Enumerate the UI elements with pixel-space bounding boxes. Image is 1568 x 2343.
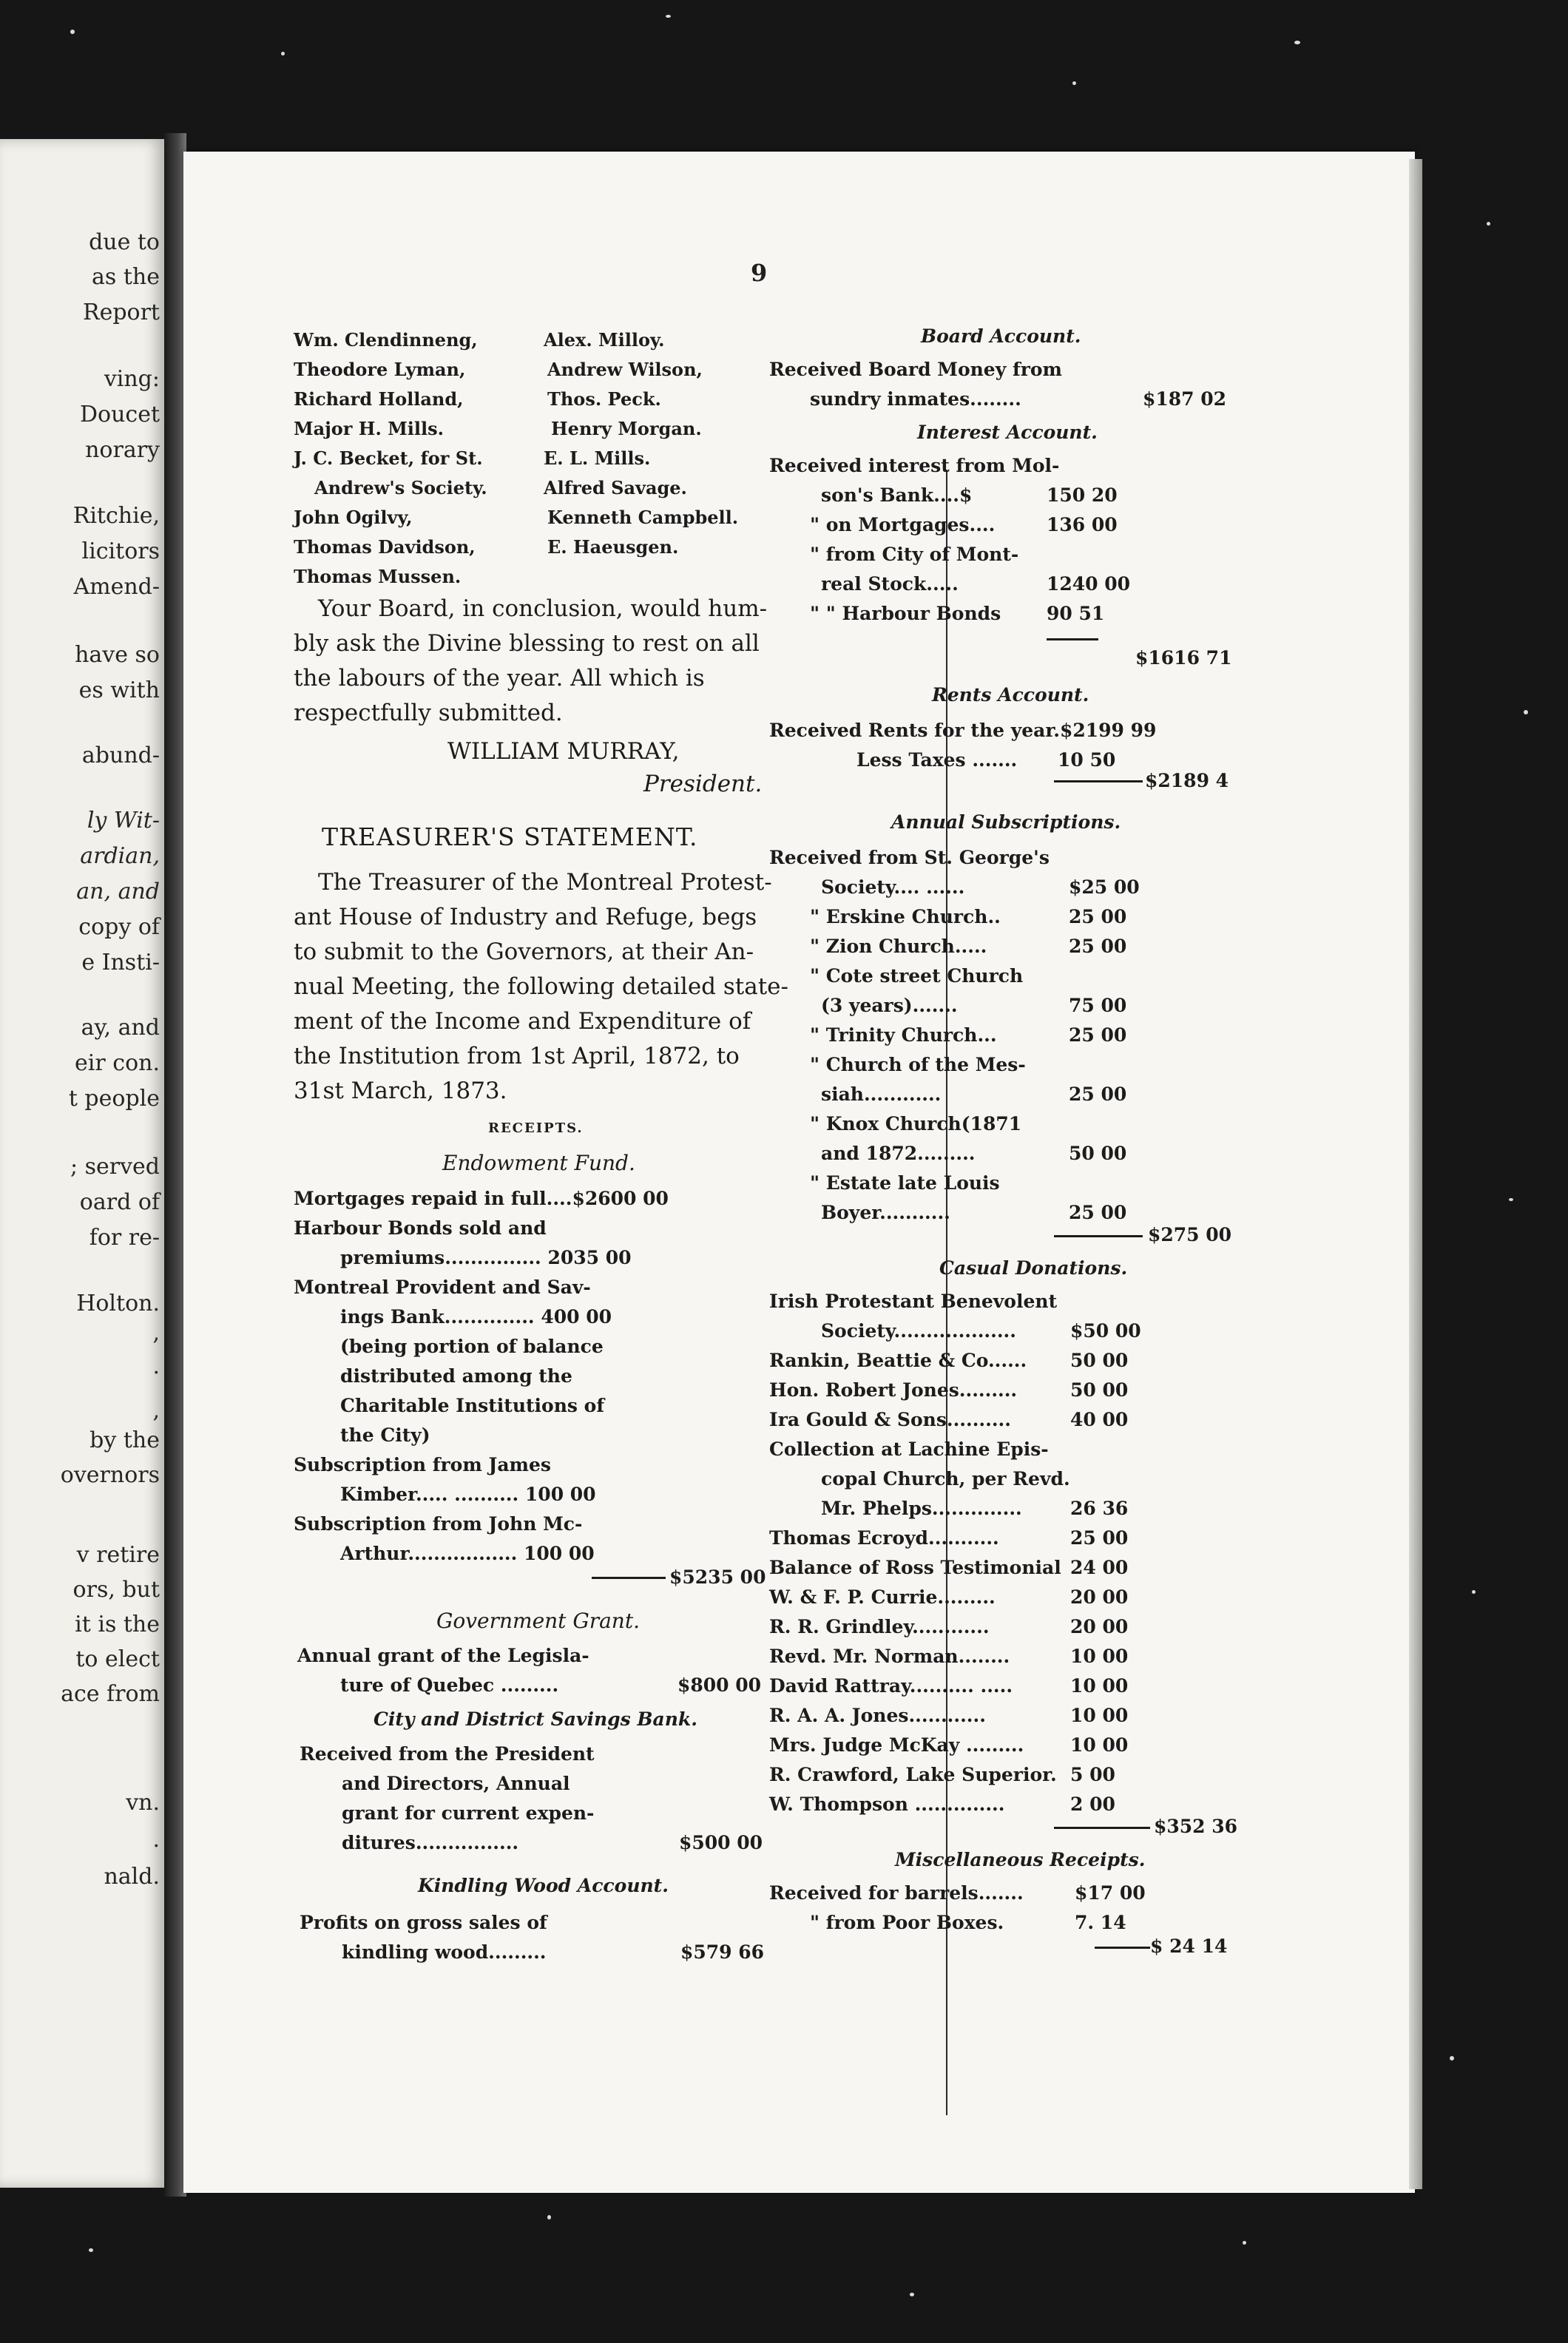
section-heading: TREASURER'S STATEMENT. bbox=[322, 822, 698, 851]
entry-line: Montreal Provident and Sav- bbox=[294, 1277, 591, 1298]
entry-amount: 50 00 bbox=[1070, 1350, 1129, 1371]
entry-line: Less Taxes ....... bbox=[856, 749, 1018, 771]
entry-amount: 90 51 bbox=[1047, 603, 1105, 624]
governor-name: J. C. Becket, for St. bbox=[294, 447, 483, 469]
previous-page-text: Ritchie, bbox=[72, 503, 160, 529]
entry-amount: 25 00 bbox=[1069, 906, 1127, 927]
previous-page-text: Doucet bbox=[79, 402, 160, 427]
receipts-label: RECEIPTS. bbox=[488, 1120, 584, 1136]
entry-line: W. Thompson .............. bbox=[769, 1793, 1005, 1815]
entry-line: ditures................ bbox=[342, 1832, 519, 1853]
subsection-heading: Rents Account. bbox=[932, 684, 1089, 706]
previous-page-text: abund- bbox=[81, 743, 160, 768]
miscellaneous-total: $ 24 14 bbox=[1150, 1935, 1228, 1957]
total-rule bbox=[1054, 780, 1143, 782]
entry-line: " from Poor Boxes. bbox=[810, 1912, 1004, 1933]
entry-line: Hon. Robert Jones......... bbox=[769, 1379, 1018, 1401]
entry-line: " Estate late Louis bbox=[810, 1172, 1000, 1194]
entry-amount: 25 00 bbox=[1069, 1024, 1127, 1046]
entry-line: Collection at Lachine Epis- bbox=[769, 1438, 1049, 1460]
previous-page-text: oard of bbox=[79, 1189, 160, 1215]
previous-page-text: , bbox=[152, 1320, 160, 1346]
subsection-heading: Kindling Wood Account. bbox=[418, 1875, 669, 1896]
closing-line: Your Board, in conclusion, would hum- bbox=[318, 595, 768, 622]
entry-line: Revd. Mr. Norman........ bbox=[769, 1646, 1010, 1667]
previous-page-text: vn. bbox=[126, 1790, 160, 1816]
entry-line: " Cote street Church bbox=[810, 965, 1024, 987]
entry-line: " from City of Mont- bbox=[810, 544, 1019, 565]
governor-name: Thomas Mussen. bbox=[294, 566, 462, 587]
previous-page-text: norary bbox=[85, 437, 160, 463]
rents-total: $2189 4 bbox=[1145, 770, 1229, 791]
entry-line: (being portion of balance bbox=[340, 1336, 604, 1357]
entry-line: Received interest from Mol- bbox=[769, 455, 1060, 476]
entry-line: Irish Protestant Benevolent bbox=[769, 1291, 1058, 1312]
entry-line: Boyer........... bbox=[821, 1202, 950, 1223]
entry-amount: 75 00 bbox=[1069, 995, 1127, 1016]
governor-name: Theodore Lyman, bbox=[294, 359, 466, 380]
previous-page-text: licitors bbox=[81, 538, 160, 564]
entry-line: Harbour Bonds sold and bbox=[294, 1217, 547, 1239]
entry-line: " on Mortgages.... bbox=[810, 514, 996, 535]
previous-page-text: ors, but bbox=[72, 1577, 160, 1603]
previous-page-text: have so bbox=[75, 642, 160, 668]
previous-page-text: ace from bbox=[61, 1681, 160, 1707]
entry-line: Thomas Ecroyd........... bbox=[769, 1527, 999, 1549]
entry-line: " Knox Church(1871 bbox=[810, 1113, 1022, 1135]
entry-line: Mr. Phelps.............. bbox=[821, 1498, 1022, 1519]
governor-name: Andrew Wilson, bbox=[547, 359, 703, 380]
previous-page-text: overnors bbox=[60, 1462, 160, 1488]
entry-amount: 150 20 bbox=[1047, 484, 1118, 506]
subsection-heading: Annual Subscriptions. bbox=[891, 811, 1121, 833]
entry-line: " Trinity Church... bbox=[810, 1024, 997, 1046]
previous-page-edge bbox=[0, 139, 164, 2188]
entry-amount: 50 00 bbox=[1069, 1143, 1127, 1164]
previous-page-text: Holton. bbox=[76, 1291, 160, 1316]
closing-line: the labours of the year. All which is bbox=[294, 665, 705, 692]
interest-total: $1616 71 bbox=[1135, 647, 1232, 669]
previous-page-text: an, and bbox=[76, 879, 160, 905]
entry-amount: 10 00 bbox=[1070, 1734, 1129, 1756]
subsection-heading: Board Account. bbox=[921, 325, 1081, 347]
previous-page-text: ; served bbox=[70, 1154, 160, 1180]
entry-line: Received Rents for the year.$2199 99 bbox=[769, 720, 1157, 741]
entry-line: Subscription from James bbox=[294, 1454, 551, 1475]
entry-line: premiums............... 2035 00 bbox=[340, 1247, 632, 1268]
savings-total: $500 00 bbox=[679, 1832, 763, 1853]
subscriptions-total: $275 00 bbox=[1148, 1224, 1232, 1245]
governor-name: Thomas Davidson, bbox=[294, 536, 476, 558]
entry-amount: 10 00 bbox=[1070, 1705, 1129, 1726]
entry-line: Society................... bbox=[821, 1320, 1016, 1342]
previous-page-text: Amend- bbox=[73, 574, 160, 600]
entry-line: " Erskine Church.. bbox=[810, 906, 1001, 927]
entry-line: kindling wood......... bbox=[342, 1941, 547, 1963]
entry-amount: 2 00 bbox=[1070, 1793, 1115, 1815]
subsection-heading: Government Grant. bbox=[436, 1609, 640, 1633]
previous-page-text: Report bbox=[82, 300, 160, 325]
governor-name: Alfred Savage. bbox=[544, 477, 687, 498]
previous-page-text: ay, and bbox=[81, 1015, 160, 1041]
entry-line: ture of Quebec ......... bbox=[340, 1674, 559, 1696]
entry-line: R. A. A. Jones............ bbox=[769, 1705, 986, 1726]
entry-line: Charitable Institutions of bbox=[340, 1395, 605, 1416]
entry-line: Received from the President bbox=[300, 1743, 595, 1765]
total-rule bbox=[1054, 1827, 1150, 1829]
entry-line: copal Church, per Revd. bbox=[821, 1468, 1070, 1490]
intro-line: ant House of Industry and Refuge, begs bbox=[294, 904, 757, 930]
previous-page-text: ly Wit- bbox=[87, 808, 160, 834]
entry-line: Mrs. Judge McKay ......... bbox=[769, 1734, 1024, 1756]
board-total: $187 02 bbox=[1143, 388, 1227, 410]
subsection-heading: Miscellaneous Receipts. bbox=[895, 1849, 1146, 1870]
entry-amount: 20 00 bbox=[1070, 1586, 1129, 1608]
subsection-heading: Endowment Fund. bbox=[442, 1151, 635, 1175]
entry-amount: 40 00 bbox=[1070, 1409, 1129, 1430]
total-rule bbox=[1054, 1235, 1143, 1237]
closing-line: bly ask the Divine blessing to rest on all bbox=[294, 630, 760, 657]
page-number: 9 bbox=[751, 259, 768, 287]
total-rule bbox=[592, 1577, 666, 1579]
entry-amount: 20 00 bbox=[1070, 1616, 1129, 1637]
previous-page-text: t people bbox=[68, 1086, 160, 1112]
previous-page-text: . bbox=[152, 1827, 160, 1853]
entry-amount: 10 50 bbox=[1058, 749, 1116, 771]
endowment-total: $5235 00 bbox=[669, 1566, 766, 1588]
previous-page-text: , bbox=[152, 1398, 160, 1424]
previous-page-text: for re- bbox=[89, 1225, 160, 1251]
intro-line: to submit to the Governors, at their An- bbox=[294, 939, 754, 965]
entry-amount: $17 00 bbox=[1075, 1882, 1146, 1904]
entry-line: Subscription from John Mc- bbox=[294, 1513, 583, 1535]
entry-line: " Zion Church..... bbox=[810, 936, 987, 957]
government-total: $800 00 bbox=[677, 1674, 762, 1696]
previous-page-text: ving: bbox=[104, 366, 160, 392]
intro-line: nual Meeting, the following detailed state- bbox=[294, 973, 788, 1000]
casual-total: $352 36 bbox=[1154, 1816, 1238, 1837]
previous-page-text: copy of bbox=[78, 914, 160, 940]
entry-amount: 5 00 bbox=[1070, 1764, 1115, 1785]
entry-amount: 25 00 bbox=[1069, 936, 1127, 957]
entry-line: " Church of the Mes- bbox=[810, 1054, 1026, 1075]
closing-line: respectfully submitted. bbox=[294, 700, 563, 726]
entry-amount: $50 00 bbox=[1070, 1320, 1141, 1342]
entry-amount: 25 00 bbox=[1069, 1202, 1127, 1223]
entry-line: Arthur................. 100 00 bbox=[340, 1543, 595, 1564]
previous-page-text: e Insti- bbox=[81, 950, 160, 976]
previous-page-text: as the bbox=[92, 264, 160, 290]
entry-line: the City) bbox=[340, 1424, 430, 1446]
total-rule bbox=[1047, 638, 1098, 640]
intro-line: 31st March, 1873. bbox=[294, 1078, 507, 1104]
entry-line: " " Harbour Bonds bbox=[810, 603, 1001, 624]
subsection-heading: Casual Donations. bbox=[939, 1257, 1128, 1279]
entry-line: sundry inmates........ bbox=[810, 388, 1021, 410]
entry-line: Mortgages repaid in full....$2600 00 bbox=[294, 1188, 669, 1209]
previous-page-text: es with bbox=[78, 677, 160, 703]
entry-line: David Rattray.......... ..... bbox=[769, 1675, 1013, 1697]
entry-line: (3 years)....... bbox=[821, 995, 958, 1016]
subsection-heading: Interest Account. bbox=[917, 422, 1098, 443]
entry-line: Profits on gross sales of bbox=[300, 1912, 547, 1933]
page-edge bbox=[1409, 159, 1422, 2189]
entry-line: Received for barrels....... bbox=[769, 1882, 1024, 1904]
previous-page-text: by the bbox=[89, 1427, 160, 1453]
entry-line: R. Crawford, Lake Superior. bbox=[769, 1764, 1057, 1785]
entry-amount: $25 00 bbox=[1069, 876, 1140, 898]
kindling-total: $579 66 bbox=[680, 1941, 765, 1963]
total-rule bbox=[1095, 1947, 1150, 1949]
previous-page-text: v retire bbox=[76, 1542, 160, 1568]
entry-amount: 25 00 bbox=[1069, 1083, 1127, 1105]
intro-line: ment of the Income and Expenditure of bbox=[294, 1008, 751, 1035]
governor-name: Alex. Milloy. bbox=[544, 329, 665, 351]
entry-line: and 1872......... bbox=[821, 1143, 976, 1164]
previous-page-text: due to bbox=[89, 229, 160, 255]
entry-line: distributed among the bbox=[340, 1365, 572, 1387]
entry-amount: 10 00 bbox=[1070, 1675, 1129, 1697]
previous-page-text: ardian, bbox=[80, 843, 160, 869]
governor-name: Richard Holland, bbox=[294, 388, 464, 410]
entry-line: siah............ bbox=[821, 1083, 942, 1105]
entry-amount: 7. 14 bbox=[1075, 1912, 1126, 1933]
governor-name: Kenneth Campbell. bbox=[547, 507, 739, 528]
entry-amount: 25 00 bbox=[1070, 1527, 1129, 1549]
entry-line: Rankin, Beattie & Co...... bbox=[769, 1350, 1027, 1371]
entry-amount: 136 00 bbox=[1047, 514, 1118, 535]
entry-line: Kimber..... .......... 100 00 bbox=[340, 1484, 596, 1505]
governor-name: Henry Morgan. bbox=[551, 418, 702, 439]
entry-line: and Directors, Annual bbox=[342, 1773, 570, 1794]
governor-name: E. L. Mills. bbox=[544, 447, 651, 469]
previous-page-text: . bbox=[152, 1353, 160, 1379]
previous-page-text: to elect bbox=[75, 1646, 160, 1672]
governor-name: E. Haeusgen. bbox=[547, 536, 679, 558]
intro-line: The Treasurer of the Montreal Protest- bbox=[318, 869, 772, 896]
governor-name: Andrew's Society. bbox=[314, 477, 487, 498]
entry-line: ings Bank.............. 400 00 bbox=[340, 1306, 612, 1328]
entry-amount: 1240 00 bbox=[1047, 573, 1131, 595]
entry-line: Society.... ...... bbox=[821, 876, 965, 898]
governor-name: John Ogilvy, bbox=[294, 507, 413, 528]
entry-line: Ira Gould & Sons.......... bbox=[769, 1409, 1011, 1430]
governor-name: Thos. Peck. bbox=[547, 388, 661, 410]
entry-line: grant for current expen- bbox=[342, 1802, 595, 1824]
entry-amount: 10 00 bbox=[1070, 1646, 1129, 1667]
entry-line: real Stock..... bbox=[821, 573, 959, 595]
entry-amount: 24 00 bbox=[1070, 1557, 1129, 1578]
entry-line: W. & F. P. Currie......... bbox=[769, 1586, 996, 1608]
signature-name: WILLIAM MURRAY, bbox=[447, 738, 680, 765]
entry-line: Received Board Money from bbox=[769, 359, 1062, 380]
entry-amount: 50 00 bbox=[1070, 1379, 1129, 1401]
subsection-heading: City and District Savings Bank. bbox=[374, 1708, 697, 1730]
intro-line: the Institution from 1st April, 1872, to bbox=[294, 1043, 740, 1069]
entry-line: Annual grant of the Legisla- bbox=[297, 1645, 589, 1666]
previous-page-text: it is the bbox=[75, 1612, 160, 1637]
entry-line: Balance of Ross Testimonial bbox=[769, 1557, 1061, 1578]
previous-page-text: eir con. bbox=[75, 1050, 160, 1076]
previous-page-text: nald. bbox=[104, 1864, 160, 1890]
entry-line: R. R. Grindley............ bbox=[769, 1616, 990, 1637]
entry-line: son's Bank....$ bbox=[821, 484, 973, 506]
governor-name: Major H. Mills. bbox=[294, 418, 444, 439]
entry-line: Received from St. George's bbox=[769, 847, 1050, 868]
signature-title: President. bbox=[643, 771, 763, 797]
governor-name: Wm. Clendinneng, bbox=[294, 329, 478, 351]
entry-amount: 26 36 bbox=[1070, 1498, 1129, 1519]
